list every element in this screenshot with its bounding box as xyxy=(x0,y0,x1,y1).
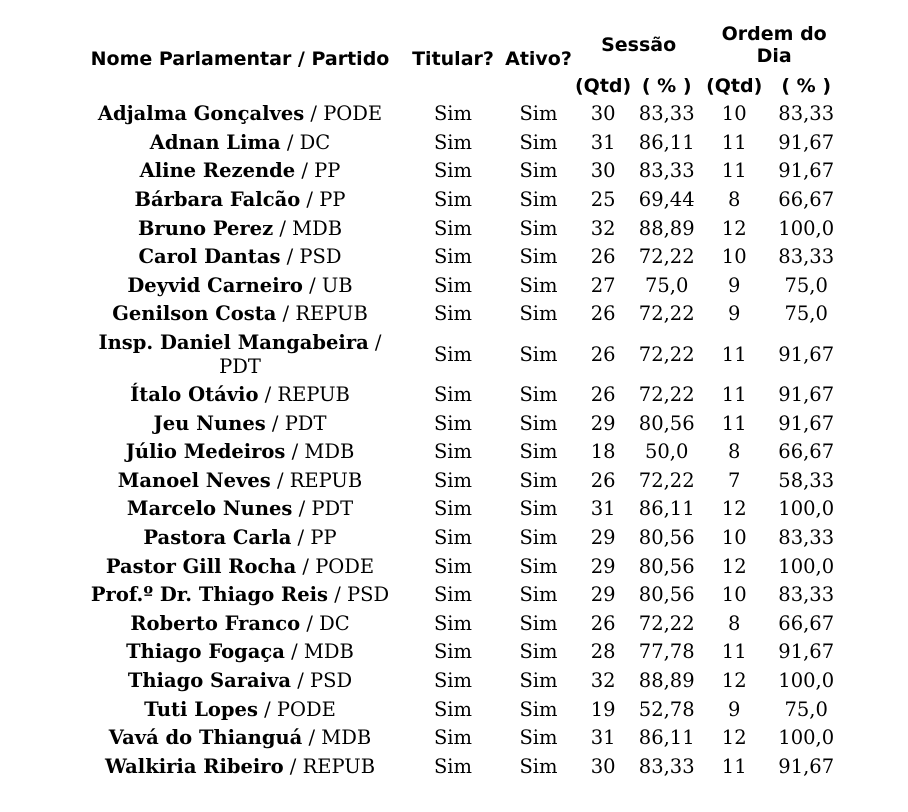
parliamentarian-name: Adjalma Gonçalves xyxy=(97,102,305,126)
attendance-table xyxy=(76,18,846,781)
cell-ordem-pct: 91,67 xyxy=(778,130,835,154)
party-separator: / xyxy=(302,726,322,750)
cell-ordem-pct: 100,0 xyxy=(778,497,835,521)
cell-name xyxy=(76,524,404,553)
cell-ativo: Sim xyxy=(519,302,558,326)
party: PSD xyxy=(346,583,390,607)
cell-ordem-pct: 91,67 xyxy=(778,159,835,183)
cell-name xyxy=(76,243,404,272)
cell-titular: Sim xyxy=(433,583,473,607)
cell-ordem-pct: 100,0 xyxy=(778,668,835,692)
cell-titular: Sim xyxy=(433,302,473,326)
party: PODE xyxy=(315,554,375,578)
party: PODE xyxy=(276,697,336,721)
table-row xyxy=(76,638,846,667)
party: PSD xyxy=(310,668,353,692)
party-separator: / xyxy=(291,668,310,692)
cell-sessao-pct: 50,0 xyxy=(644,440,689,464)
cell-ativo: Sim xyxy=(519,697,558,721)
party-separator: / xyxy=(300,188,320,212)
cell-name xyxy=(76,100,404,129)
party-separator: / xyxy=(258,383,278,407)
party-separator: / xyxy=(302,273,322,297)
cell-ordem-pct: 83,33 xyxy=(778,245,835,269)
cell-ordem-qtd: 11 xyxy=(721,159,747,183)
parliamentarian-name: Thiago Saraiva xyxy=(127,668,292,692)
party-separator: / xyxy=(280,130,300,154)
cell-ordem-qtd: 12 xyxy=(721,726,747,750)
cell-ordem-pct: 83,33 xyxy=(778,526,835,550)
party-separator: / xyxy=(296,554,316,578)
cell-name xyxy=(76,495,404,524)
cell-ativo: Sim xyxy=(519,216,558,240)
cell-name xyxy=(76,381,404,410)
table-row xyxy=(76,524,846,553)
cell-name xyxy=(76,610,404,639)
cell-sessao-qtd: 27 xyxy=(590,273,616,297)
cell-sessao-qtd: 25 xyxy=(590,188,616,212)
cell-sessao-qtd: 31 xyxy=(590,497,616,521)
table-row xyxy=(76,581,846,610)
cell-ordem-qtd: 9 xyxy=(727,697,741,721)
party-separator: / xyxy=(265,411,285,435)
party: DC xyxy=(299,130,331,154)
cell-ativo: Sim xyxy=(519,468,558,492)
cell-ativo: Sim xyxy=(519,273,558,297)
party-separator: / xyxy=(280,245,300,269)
header-ativo: Ativo? xyxy=(505,48,572,70)
table-row xyxy=(76,100,846,129)
cell-name xyxy=(76,667,404,696)
party-separator: / xyxy=(295,159,315,183)
cell-sessao-pct: 86,11 xyxy=(638,726,695,750)
cell-sessao-pct: 80,56 xyxy=(638,554,695,578)
party-separator: / xyxy=(284,640,304,664)
cell-ordem-pct: 100,0 xyxy=(778,554,835,578)
party-separator: / xyxy=(273,216,293,240)
cell-sessao-qtd: 28 xyxy=(590,640,616,664)
cell-ordem-qtd: 11 xyxy=(721,411,747,435)
cell-titular: Sim xyxy=(433,130,473,154)
cell-ativo: Sim xyxy=(519,102,558,126)
header-ordem: Ordem do Dia xyxy=(721,23,827,67)
header-name: Nome Parlamentar / Partido xyxy=(90,48,390,70)
cell-ordem-qtd: 11 xyxy=(721,754,747,778)
cell-name xyxy=(76,409,404,438)
cell-sessao-pct: 72,22 xyxy=(638,302,695,326)
parliamentarian-name: Ítalo Otávio xyxy=(130,383,259,407)
table-row xyxy=(76,610,846,639)
cell-ordem-qtd: 8 xyxy=(727,440,741,464)
cell-titular: Sim xyxy=(433,726,473,750)
cell-sessao-pct: 69,44 xyxy=(638,188,695,212)
cell-sessao-pct: 88,89 xyxy=(638,668,695,692)
parliamentarian-name: Roberto Franco xyxy=(130,611,301,635)
parliamentarian-name: Pastor Gill Rocha xyxy=(105,554,297,578)
table-row xyxy=(76,329,846,381)
cell-ordem-qtd: 10 xyxy=(721,526,747,550)
table-row xyxy=(76,495,846,524)
cell-sessao-pct: 72,22 xyxy=(638,383,695,407)
cell-titular: Sim xyxy=(433,216,473,240)
cell-sessao-qtd: 29 xyxy=(590,411,616,435)
cell-ordem-pct: 66,67 xyxy=(778,188,835,212)
cell-ativo: Sim xyxy=(519,754,558,778)
cell-name xyxy=(76,129,404,158)
table-row xyxy=(76,724,846,753)
cell-ordem-qtd: 12 xyxy=(721,554,747,578)
party: PODE xyxy=(323,102,383,126)
cell-name xyxy=(76,581,404,610)
cell-sessao-pct: 88,89 xyxy=(638,216,695,240)
cell-ordem-pct: 100,0 xyxy=(778,726,835,750)
cell-name xyxy=(76,552,404,581)
cell-sessao-qtd: 32 xyxy=(590,668,616,692)
cell-ativo: Sim xyxy=(519,342,558,366)
parliamentarian-name: Tuti Lopes xyxy=(144,697,258,721)
cell-ativo: Sim xyxy=(519,726,558,750)
cell-titular: Sim xyxy=(433,159,473,183)
cell-titular: Sim xyxy=(433,188,473,212)
cell-ordem-pct: 83,33 xyxy=(778,583,835,607)
party: REPUB xyxy=(289,468,363,492)
party-separator: / xyxy=(304,102,324,126)
cell-sessao-qtd: 31 xyxy=(590,130,616,154)
cell-sessao-pct: 86,11 xyxy=(638,130,695,154)
parliamentarian-name: Deyvid Carneiro xyxy=(127,273,303,297)
cell-name xyxy=(76,272,404,301)
cell-sessao-pct: 80,56 xyxy=(638,583,695,607)
cell-ordem-qtd: 9 xyxy=(727,273,741,297)
cell-name xyxy=(76,300,404,329)
party-separator: / xyxy=(276,302,296,326)
cell-sessao-qtd: 26 xyxy=(590,611,616,635)
parliamentarian-name: Aline Rezende xyxy=(139,159,296,183)
cell-ordem-pct: 83,33 xyxy=(778,102,835,126)
parliamentarian-name: Walkiria Ribeiro xyxy=(104,754,284,778)
table-row xyxy=(76,409,846,438)
party-separator: / xyxy=(291,526,311,550)
table-body xyxy=(76,100,846,781)
cell-sessao-pct: 72,22 xyxy=(638,468,695,492)
table-row xyxy=(76,243,846,272)
table-row xyxy=(76,214,846,243)
table-row xyxy=(76,157,846,186)
party-separator: / xyxy=(270,468,290,492)
cell-titular: Sim xyxy=(433,342,473,366)
cell-ordem-qtd: 8 xyxy=(727,611,741,635)
cell-ordem-pct: 91,67 xyxy=(778,640,835,664)
parliamentarian-name: Bárbara Falcão xyxy=(134,188,301,212)
cell-ordem-pct: 91,67 xyxy=(778,754,835,778)
party: PSD xyxy=(299,245,342,269)
cell-ordem-qtd: 7 xyxy=(727,468,741,492)
party-separator: / xyxy=(300,611,320,635)
cell-titular: Sim xyxy=(433,526,473,550)
table-row xyxy=(76,129,846,158)
party: REPUB xyxy=(302,754,376,778)
cell-ordem-qtd: 8 xyxy=(727,188,741,212)
party-separator: / xyxy=(285,440,305,464)
party: MDB xyxy=(321,726,372,750)
party: MDB xyxy=(292,216,343,240)
parliamentarian-name: Bruno Perez xyxy=(137,216,274,240)
parliamentarian-name: Thiago Fogaça xyxy=(126,640,285,664)
cell-ordem-pct: 66,67 xyxy=(778,611,835,635)
cell-name xyxy=(76,186,404,215)
cell-sessao-qtd: 29 xyxy=(590,554,616,578)
cell-ordem-pct: 91,67 xyxy=(778,411,835,435)
cell-sessao-pct: 52,78 xyxy=(638,697,695,721)
table-header xyxy=(76,18,846,100)
cell-ordem-qtd: 10 xyxy=(721,583,747,607)
cell-ordem-qtd: 11 xyxy=(721,383,747,407)
parliamentarian-name: Pastora Carla xyxy=(143,526,292,550)
cell-ordem-qtd: 12 xyxy=(721,668,747,692)
parliamentarian-name: Adnan Lima xyxy=(149,130,281,154)
cell-sessao-qtd: 26 xyxy=(590,468,616,492)
cell-sessao-pct: 83,33 xyxy=(638,159,695,183)
cell-ordem-qtd: 12 xyxy=(721,497,747,521)
cell-ativo: Sim xyxy=(519,526,558,550)
cell-sessao-qtd: 26 xyxy=(590,245,616,269)
table-row xyxy=(76,300,846,329)
cell-titular: Sim xyxy=(433,102,473,126)
cell-sessao-pct: 72,22 xyxy=(638,342,695,366)
cell-titular: Sim xyxy=(433,640,473,664)
parliamentarian-name: Manoel Neves xyxy=(117,468,271,492)
cell-ordem-pct: 100,0 xyxy=(778,216,835,240)
party: PP xyxy=(310,526,337,550)
cell-ativo: Sim xyxy=(519,440,558,464)
cell-titular: Sim xyxy=(433,497,473,521)
table-row xyxy=(76,552,846,581)
cell-ordem-qtd: 10 xyxy=(721,245,747,269)
cell-ativo: Sim xyxy=(519,188,558,212)
party: PP xyxy=(319,188,346,212)
cell-ativo: Sim xyxy=(519,668,558,692)
parliamentarian-name: Vavá do Thianguá xyxy=(108,726,303,750)
cell-ordem-qtd: 11 xyxy=(721,640,747,664)
cell-ordem-pct: 91,67 xyxy=(778,342,835,366)
cell-titular: Sim xyxy=(433,468,473,492)
party: REPUB xyxy=(295,302,368,326)
table-row xyxy=(76,695,846,724)
cell-sessao-qtd: 19 xyxy=(590,697,616,721)
cell-ordem-pct: 58,33 xyxy=(778,468,835,492)
cell-ordem-qtd: 12 xyxy=(721,216,747,240)
cell-sessao-pct: 72,22 xyxy=(638,245,695,269)
cell-titular: Sim xyxy=(433,754,473,778)
cell-ordem-qtd: 10 xyxy=(721,102,747,126)
party-separator: / xyxy=(328,583,347,607)
cell-sessao-qtd: 32 xyxy=(590,216,616,240)
cell-sessao-pct: 80,56 xyxy=(638,411,695,435)
cell-titular: Sim xyxy=(433,697,473,721)
cell-ativo: Sim xyxy=(519,383,558,407)
cell-sessao-qtd: 26 xyxy=(590,342,616,366)
table-row xyxy=(76,667,846,696)
parliamentarian-name: Júlio Medeiros xyxy=(125,440,286,464)
cell-name xyxy=(76,638,404,667)
party: MDB xyxy=(304,440,355,464)
cell-ordem-pct: 75,0 xyxy=(784,302,828,326)
cell-name xyxy=(76,438,404,467)
header-titular: Titular? xyxy=(412,48,494,70)
cell-ordem-qtd: 11 xyxy=(721,342,747,366)
party-separator: / xyxy=(283,754,303,778)
cell-ativo: Sim xyxy=(519,245,558,269)
party: REPUB xyxy=(277,383,350,407)
cell-name xyxy=(76,157,404,186)
cell-sessao-qtd: 29 xyxy=(590,583,616,607)
cell-ordem-pct: 75,0 xyxy=(784,697,828,721)
cell-sessao-pct: 83,33 xyxy=(638,754,695,778)
cell-titular: Sim xyxy=(433,668,473,692)
cell-sessao-qtd: 26 xyxy=(590,383,616,407)
cell-ordem-pct: 91,67 xyxy=(778,383,835,407)
cell-sessao-qtd: 26 xyxy=(590,302,616,326)
cell-ativo: Sim xyxy=(519,497,558,521)
cell-ordem-pct: 66,67 xyxy=(778,440,835,464)
party-separator: / xyxy=(292,497,312,521)
cell-sessao-qtd: 18 xyxy=(590,440,616,464)
table-row xyxy=(76,467,846,496)
cell-ordem-pct: 75,0 xyxy=(784,273,828,297)
party: PDT xyxy=(311,497,354,521)
cell-sessao-qtd: 29 xyxy=(590,526,616,550)
party: DC xyxy=(319,611,350,635)
cell-sessao-pct: 80,56 xyxy=(638,526,695,550)
cell-name xyxy=(76,724,404,753)
parliamentarian-name: Insp. Daniel Mangabeira xyxy=(98,330,369,354)
cell-name xyxy=(76,752,404,781)
table-row xyxy=(76,272,846,301)
attendance-table-container xyxy=(76,18,846,781)
cell-sessao-qtd: 30 xyxy=(590,754,616,778)
party-separator: / xyxy=(368,330,382,354)
header-ordem-pct: ( % ) xyxy=(781,75,832,97)
cell-name xyxy=(76,695,404,724)
cell-ativo: Sim xyxy=(519,130,558,154)
header-sessao: Sessão xyxy=(601,34,677,56)
party: UB xyxy=(321,273,353,297)
parliamentarian-name: Carol Dantas xyxy=(138,245,281,269)
cell-sessao-pct: 72,22 xyxy=(638,611,695,635)
cell-sessao-pct: 86,11 xyxy=(638,497,695,521)
cell-titular: Sim xyxy=(433,611,473,635)
parliamentarian-name: Genilson Costa xyxy=(112,302,277,326)
cell-titular: Sim xyxy=(433,273,473,297)
cell-titular: Sim xyxy=(433,411,473,435)
table-row xyxy=(76,438,846,467)
cell-ativo: Sim xyxy=(519,411,558,435)
cell-ativo: Sim xyxy=(519,159,558,183)
cell-sessao-qtd: 31 xyxy=(590,726,616,750)
cell-name xyxy=(76,329,404,381)
party: MDB xyxy=(303,640,354,664)
cell-titular: Sim xyxy=(433,440,473,464)
header-sessao-qtd: (Qtd) xyxy=(575,75,632,97)
cell-ativo: Sim xyxy=(519,583,558,607)
cell-sessao-qtd: 30 xyxy=(590,102,616,126)
table-row xyxy=(76,186,846,215)
cell-sessao-pct: 75,0 xyxy=(644,273,689,297)
party: PDT xyxy=(284,411,327,435)
header-sessao-pct: ( % ) xyxy=(641,75,692,97)
cell-titular: Sim xyxy=(433,245,473,269)
party: PDT xyxy=(219,354,261,378)
parliamentarian-name: Marcelo Nunes xyxy=(126,497,293,521)
cell-sessao-pct: 77,78 xyxy=(638,640,695,664)
cell-sessao-pct: 83,33 xyxy=(638,102,695,126)
party-separator: / xyxy=(257,697,277,721)
parliamentarian-name: Prof.º Dr. Thiago Reis xyxy=(90,583,328,607)
parliamentarian-name: Jeu Nunes xyxy=(153,411,266,435)
cell-ativo: Sim xyxy=(519,611,558,635)
header-ordem-qtd: (Qtd) xyxy=(706,75,763,97)
cell-titular: Sim xyxy=(433,383,473,407)
cell-ordem-qtd: 11 xyxy=(721,130,747,154)
cell-name xyxy=(76,467,404,496)
cell-name xyxy=(76,214,404,243)
cell-ativo: Sim xyxy=(519,640,558,664)
table-row xyxy=(76,752,846,781)
cell-titular: Sim xyxy=(433,554,473,578)
table-row xyxy=(76,381,846,410)
cell-ordem-qtd: 9 xyxy=(727,302,741,326)
cell-sessao-qtd: 30 xyxy=(590,159,616,183)
party: PP xyxy=(314,159,341,183)
cell-ativo: Sim xyxy=(519,554,558,578)
